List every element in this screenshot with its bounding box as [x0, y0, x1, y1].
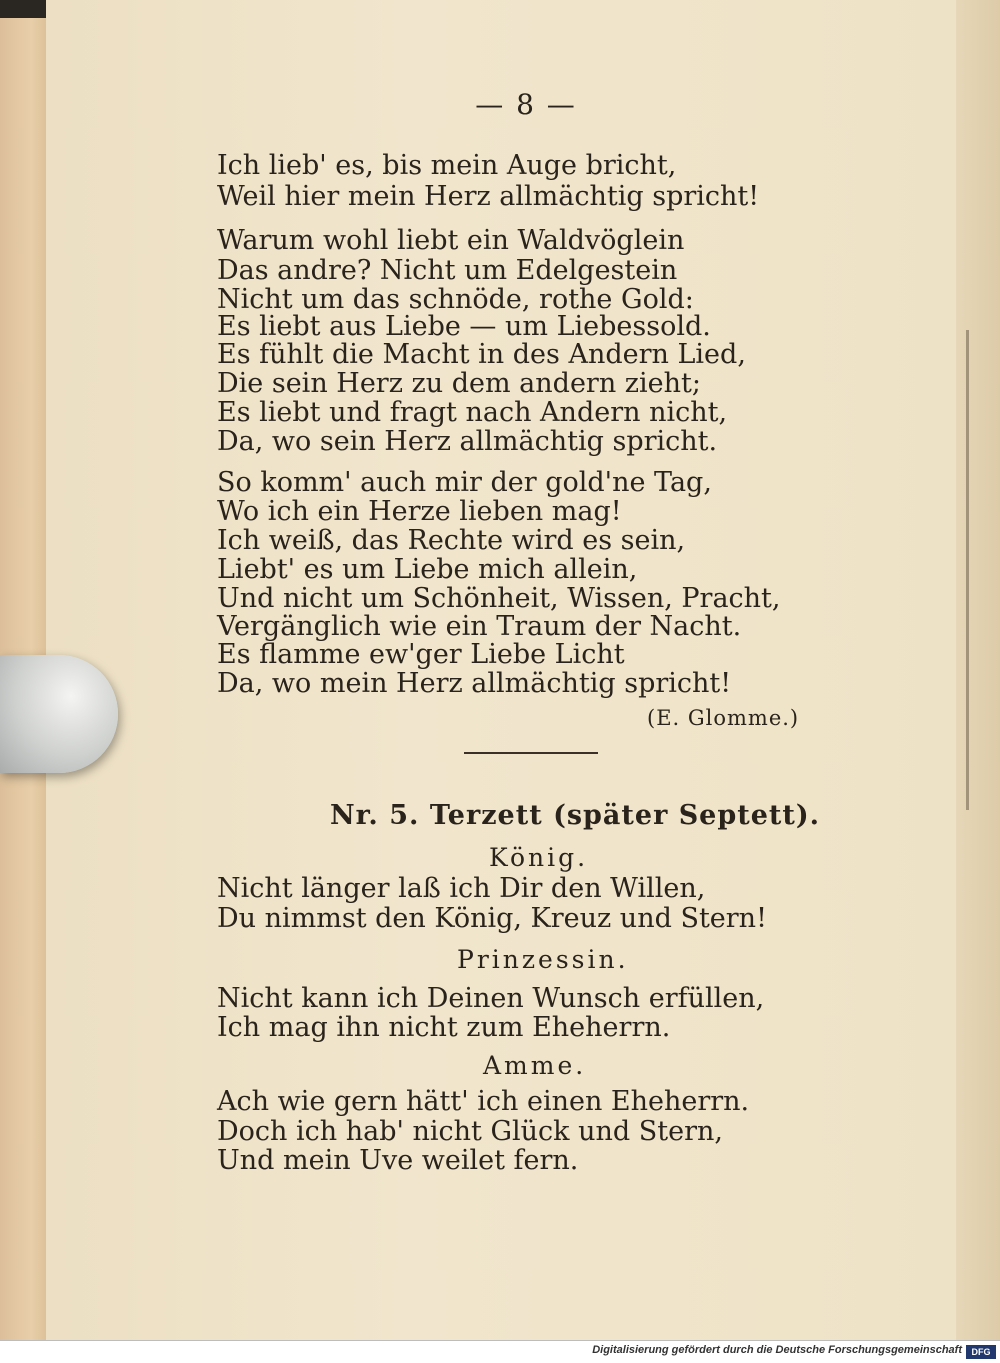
verse-line: Warum wohl liebt ein Waldvöglein [217, 225, 685, 256]
verse-line: Ich weiß, das Rechte wird es sein, [217, 525, 686, 556]
section-divider [464, 752, 598, 754]
verse-line: Ich lieb' es, bis mein Auge bricht, [217, 150, 677, 181]
speaker-label: Prinzessin. [457, 945, 629, 974]
verse-line: Wo ich ein Herze lieben mag! [217, 496, 622, 527]
verse-line: Weil hier mein Herz allmächtig spricht! [217, 181, 760, 212]
verse-line: Nicht um das schnöde, rothe Gold: [217, 284, 694, 315]
verse-line: Es liebt und fragt nach Andern nicht, [217, 397, 728, 428]
verse-line: Es flamme ew'ger Liebe Licht [217, 639, 625, 670]
verse-line: Es fühlt die Macht in des Andern Lied, [217, 339, 746, 370]
verse-line: Du nimmst den König, Kreuz und Stern! [217, 903, 767, 934]
speaker-label: König. [489, 843, 589, 872]
verse-line: Es liebt aus Liebe — um Liebessold. [217, 311, 711, 342]
verse-line: Nicht länger laß ich Dir den Willen, [217, 873, 706, 904]
footer-credit: Digitalisierung gefördert durch die Deutsche Forschungsgemeinschaft [592, 1344, 962, 1356]
verse-line: Liebt' es um Liebe mich allein, [217, 554, 638, 585]
page-fold-shadow [966, 330, 969, 810]
verse-line: So komm' auch mir der gold'ne Tag, [217, 467, 712, 498]
page-clip [0, 655, 118, 773]
verse-line: Da, wo sein Herz allmächtig spricht. [217, 426, 718, 457]
verse-line: Und mein Uve weilet fern. [217, 1145, 579, 1176]
verse-line: Nicht kann ich Deinen Wunsch erfüllen, [217, 983, 765, 1014]
verse-line: Vergänglich wie ein Traum der Nacht. [217, 611, 742, 642]
verse-line: Die sein Herz zu dem andern zieht; [217, 368, 701, 399]
verse-line: Das andre? Nicht um Edelgestein [217, 255, 678, 286]
next-page-edge [956, 0, 1000, 1340]
verse-line: Doch ich hab' nicht Glück und Stern, [217, 1116, 723, 1147]
verse-line: Ach wie gern hätt' ich einen Eheherrn. [217, 1086, 750, 1117]
digitization-footer [0, 1340, 1000, 1363]
verse-line: Und nicht um Schönheit, Wissen, Pracht, [217, 583, 781, 614]
poem-attribution: (E. Glomme.) [647, 706, 800, 730]
verse-line: Ich mag ihn nicht zum Eheherrn. [217, 1012, 671, 1043]
section-heading: Nr. 5. Terzett (später Septett). [330, 800, 821, 831]
page-number: — 8 — [475, 88, 577, 121]
verse-line: Da, wo mein Herz allmächtig spricht! [217, 668, 732, 699]
speaker-label: Amme. [483, 1051, 587, 1080]
dfg-logo: DFG [966, 1345, 996, 1359]
